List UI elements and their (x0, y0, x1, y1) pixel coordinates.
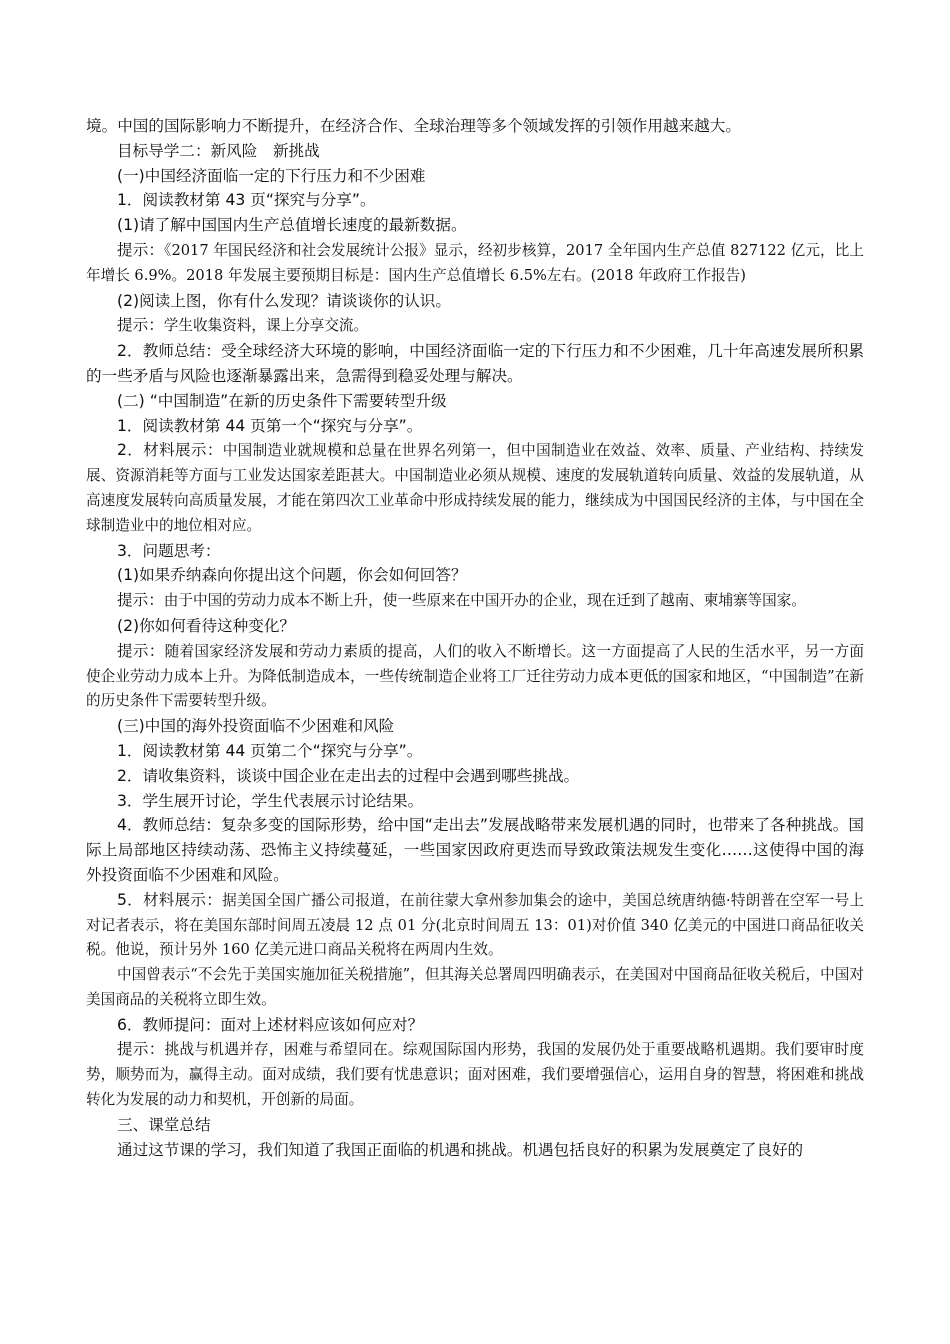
text-paragraph (86, 289, 864, 314)
hint-paragraph (86, 238, 864, 289)
paragraph-text: 境。中国的国际影响力不断提升，在经济合作、全球治理等多个领域发挥的引领作用越来越大。 (86, 117, 741, 135)
text-paragraph (86, 563, 864, 588)
text-paragraph (86, 1113, 864, 1138)
text-paragraph (86, 213, 864, 238)
text-paragraph (86, 188, 864, 213)
text-paragraph (86, 164, 864, 189)
text-paragraph (86, 614, 864, 639)
text-paragraph (86, 739, 864, 764)
paragraph-label: 2．材料展示： (117, 441, 223, 460)
paragraph-text: 由于中国的劳动力成本不断上升，使一些原来在中国开办的企业，现在迁到了越南、柬埔寨等国家。 (163, 592, 806, 610)
paragraph-text: 三、课堂总结 (117, 1115, 211, 1134)
paragraph-text: 1．阅读教材第 44 页第一个“探究与分享”。 (117, 416, 423, 435)
paragraph-label: 提示： (117, 591, 164, 610)
paragraph-text: (2)阅读上图，你有什么发现？请谈谈你的认识。 (117, 291, 451, 310)
hint-paragraph (86, 963, 864, 1013)
hint-paragraph (86, 639, 864, 714)
paragraph-text: (二) “中国制造”在新的历史条件下需要转型升级 (117, 391, 447, 410)
paragraph-label: 提示： (117, 316, 164, 335)
text-paragraph (86, 389, 864, 414)
paragraph-text: (一)中国经济面临一定的下行压力和不少困难 (117, 166, 426, 185)
paragraph-text: 学生收集资料，课上分享交流。 (163, 317, 369, 335)
paragraph-text: (2)你如何看待这种变化？ (117, 616, 296, 635)
paragraph-text: (1)如果乔纳森向你提出这个问题，你会如何回答？ (117, 566, 467, 585)
hint-paragraph (86, 313, 864, 339)
text-paragraph (86, 339, 864, 389)
paragraph-text: (三)中国的海外投资面临不少困难和风险 (117, 717, 395, 736)
paragraph-text: 《2017 年国民经济和社会发展统计公报》显示，经初步核算，2017 全年国内生产总值 827122 亿元，比上年增长 6.9%。2018 年发展主要预期目标是：国内生产总值增长 6.5%左右。(2018 年政府工作报告) (86, 241, 864, 284)
paragraph-text: 挑战与机遇并存，困难与希望同在。综观国际国内形势，我国的发展仍处于重要战略机遇期。我们要审时度势，顺势而为，赢得主动。面对成绩，我们要有忧患意识；面对困难，我们要增强信心，运用自身的智慧，将困难和挑战转化为发展的动力和契机，开创新的局面。 (86, 1041, 864, 1109)
paragraph-text: 3．学生展开讨论，学生代表展示讨论结果。 (117, 791, 424, 810)
document-page (86, 114, 864, 1162)
text-paragraph (86, 1138, 864, 1163)
paragraph-text: 中国曾表示“不会先于美国实施加征关税措施”，但其海关总署周四明确表示，在美国对中国商品征收关税后，中国对美国商品的关税将立即生效。 (86, 966, 864, 1008)
paragraph-text: 中国制造业就规模和总量在世界名列第一，但中国制造业在效益、效率、质量、产业结构、持续发展、资源消耗等方面与工业发达国家差距甚大。中国制造业必须从规模、速度的发展轨道转向质量、效益的发展轨道，从高速度发展转向高质量发展，才能在第四次工业革命中形成持续发展的能力，继续成为中国国民经济的主体，与中国在全球制造业中的地位相对应。 (86, 442, 864, 534)
hint-paragraph (86, 888, 864, 963)
paragraph-text: 6．教师提问：面对上述材料应该如何应对？ (117, 1015, 424, 1034)
hint-paragraph (86, 588, 864, 614)
text-paragraph (86, 813, 864, 887)
paragraph-label: 提示： (117, 240, 165, 259)
hint-paragraph (86, 1037, 864, 1112)
text-paragraph (86, 789, 864, 814)
paragraph-text: 2．请收集资料，谈谈中国企业在走出去的过程中会遇到哪些挑战。 (117, 766, 580, 785)
text-paragraph (86, 764, 864, 789)
paragraph-text: 1．阅读教材第 43 页“探究与分享”。 (117, 191, 376, 210)
text-paragraph (86, 1013, 864, 1038)
paragraph-label: 5．材料展示： (117, 890, 223, 909)
paragraph-text: 目标导学二：新风险 新挑战 (117, 141, 320, 160)
text-paragraph (86, 414, 864, 439)
text-paragraph (86, 539, 864, 564)
paragraph-label: 提示： (117, 1040, 165, 1059)
text-paragraph (86, 114, 864, 139)
paragraph-text: (1)请了解中国国内生产总值增长速度的最新数据。 (117, 216, 467, 235)
text-paragraph (86, 139, 864, 164)
paragraph-text: 4．教师总结：复杂多变的国际形势，给中国“走出去”发展战略带来发展机遇的同时，也带来了各种挑战。国际上局部地区持续动荡、恐怖主义持续蔓延，一些国家因政府更迭而导致政策法规发生变化……这使得中国的海外投资面临不少困难和风险。 (86, 816, 864, 884)
paragraph-text: 随着国家经济发展和劳动力素质的提高，人们的收入不断增长。这一方面提高了人民的生活水平，另一方面使企业劳动力成本上升。为降低制造成本，一些传统制造企业将工厂迁往劳动力成本更低的国家和地区，“中国制造”在新的历史条件下需要转型升级。 (86, 642, 864, 710)
paragraph-label: 提示： (117, 641, 165, 660)
paragraph-text: 1．阅读教材第 44 页第二个“探究与分享”。 (117, 741, 423, 760)
paragraph-text: 据美国全国广播公司报道，在前往蒙大拿州参加集会的途中，美国总统唐纳德·特朗普在空军一号上对记者表示，将在美国东部时间周五凌晨 12 点 01 分(北京时间周五 13：01)对价值 340 亿美元的中国进口商品征收关税。他说，预计另外 160 亿美元进口商品关税将在两周内生效。 (86, 891, 864, 959)
paragraph-text: 3．问题思考： (117, 541, 221, 560)
paragraph-text: 2．教师总结：受全球经济大环境的影响，中国经济面临一定的下行压力和不少困难，几十年高速发展所积累的一些矛盾与风险也逐渐暴露出来，急需得到稳妥处理与解决。 (86, 342, 864, 385)
text-paragraph (86, 714, 864, 739)
hint-paragraph (86, 438, 864, 538)
paragraph-text: 通过这节课的学习，我们知道了我国正面临的机遇和挑战。机遇包括良好的积累为发展奠定了良好的 (117, 1140, 804, 1159)
